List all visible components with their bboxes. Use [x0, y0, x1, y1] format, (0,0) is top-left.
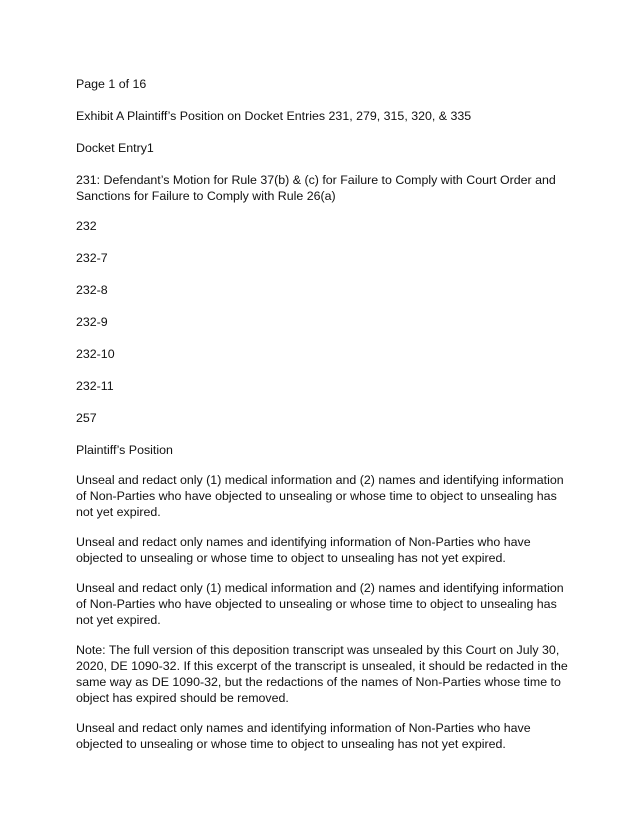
position-paragraph-2: Unseal and redact only names and identifying information of Non-Parties who have objected to unsealing or whose time to object to unsealing has not yet expired. — [76, 535, 531, 565]
docket-entry-232-9: 232-9 — [76, 315, 108, 329]
docket-entry-232: 232 — [76, 219, 97, 233]
docket-entry-heading: Docket Entry1 — [76, 141, 154, 155]
docket-entry-232-11: 232-11 — [76, 379, 114, 393]
position-paragraph-5: Unseal and redact only names and identifying information of Non-Parties who have objected to unsealing or whose time to object to unsealing has not yet expired. — [76, 721, 531, 751]
position-paragraph-4: Note: The full version of this deposition transcript was unsealed by this Court on July 30, 2020, DE 1090-32. If this excerpt of the transcript is unsealed, it should be redacted in the same way as DE 1090-32, but the redactions of the names of Non-Parties whose time to object has expired should be removed. — [76, 643, 568, 705]
exhibit-title: Exhibit A Plaintiff’s Position on Docket Entries 231, 279, 315, 320, & 335 — [76, 109, 472, 123]
docket-entry-232-8: 232-8 — [76, 283, 108, 297]
page-number: Page 1 of 16 — [76, 77, 147, 91]
docket-entry-232-7: 232-7 — [76, 251, 108, 265]
position-heading: Plaintiff’s Position — [76, 443, 173, 457]
position-paragraph-1: Unseal and redact only (1) medical information and (2) names and identifying information of Non-Parties who have objected to unsealing or whose time to object to unsealing has not yet expired. — [76, 473, 564, 519]
position-paragraph-3: Unseal and redact only (1) medical information and (2) names and identifying information of Non-Parties who have objected to unsealing or whose time to object to unsealing has not yet expired. — [76, 581, 564, 627]
motion-description: 231: Defendant’s Motion for Rule 37(b) & (c) for Failure to Comply with Court Order and Sanctions for Failure to Comply with Rule 26(a) — [76, 173, 556, 203]
docket-entry-232-10: 232-10 — [76, 347, 115, 361]
docket-entry-257: 257 — [76, 411, 97, 425]
page-content — [76, 76, 576, 766]
